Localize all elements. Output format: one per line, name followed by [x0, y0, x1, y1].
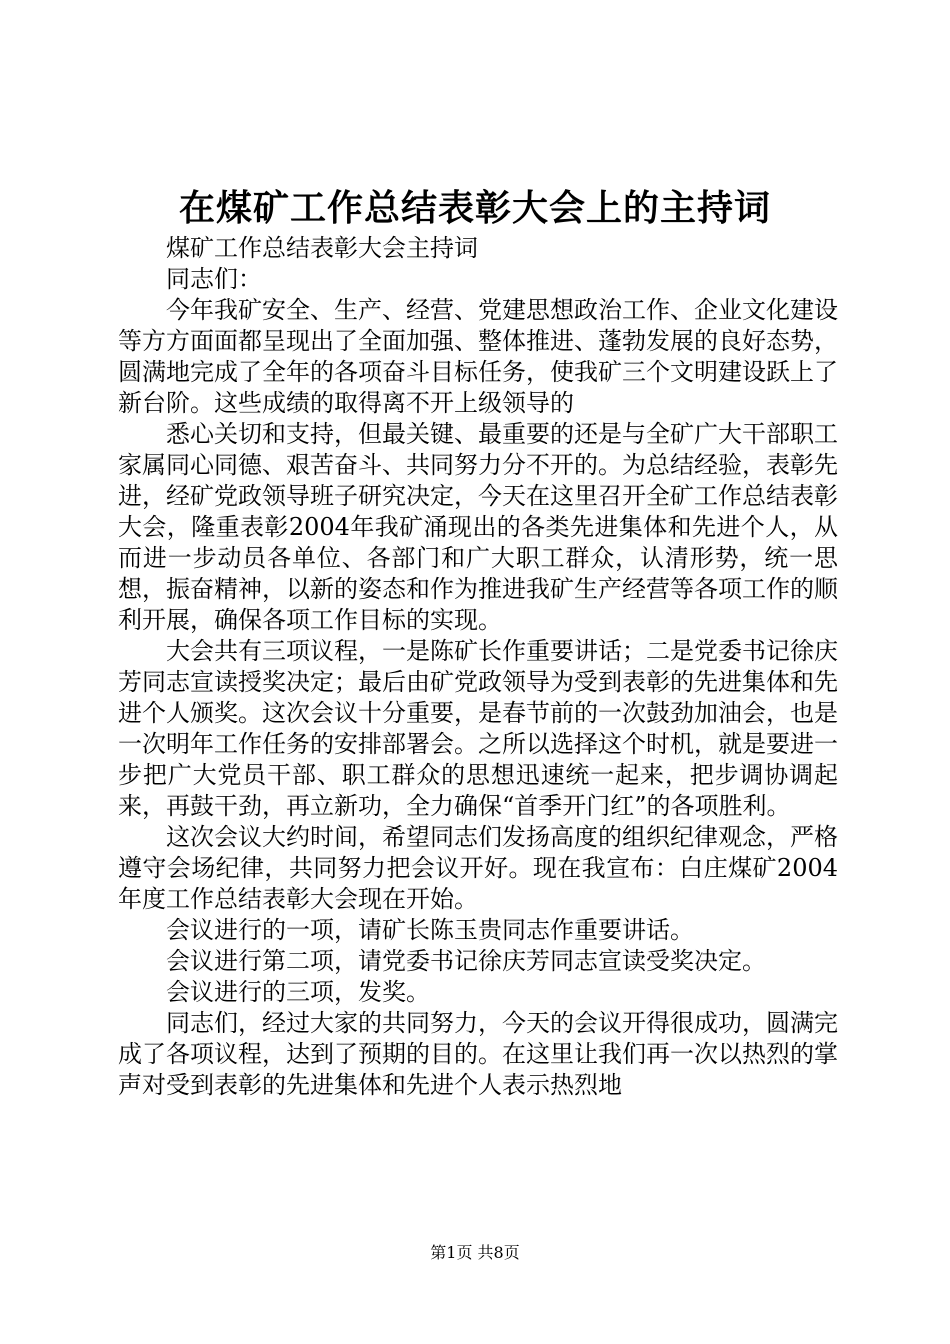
- document-body: [118, 233, 838, 1101]
- paragraph-salutation: 同志们：: [166, 265, 262, 293]
- document-title: 在煤矿工作总结表彰大会上的主持词: [178, 187, 771, 229]
- paragraph-achievements: 今年我矿安全、生产、经营、党建思想政治工作、企业文化建设等方方面面都呈现出了全面加强、整体推进、蓬勃发展的良好态势，圆满地完成了全年的各项奋斗目标任务，使我矿三个文明建设跃上了新台阶。这些成绩的取得离不开上级领导的: [118, 296, 838, 417]
- paragraph-agenda: 大会共有三项议程，一是陈矿长作重要讲话；二是党委书记徐庆芳同志宣读授奖决定；最后由矿党政领导为受到表彰的先进集体和先进个人颁奖。这次会议十分重要，是春节前的一次鼓劲加油会，也是一次明年工作任务的安排部署会。之所以选择这个时机，就是要进一步把广大党员干部、职工群众的思想迅速统一起来，把步调协调起来，再鼓干劲，再立新功，全力确保“首季开门红”的各项胜利。: [118, 637, 838, 820]
- page-footer: 第1页 共8页: [430, 1243, 520, 1262]
- paragraph-item-two: 会议进行第二项，请党委书记徐庆芳同志宣读受奖决定。: [166, 947, 766, 975]
- paragraph-item-one: 会议进行的一项，请矿长陈玉贵同志作重要讲话。: [166, 916, 694, 944]
- paragraph-item-three: 会议进行的三项，发奖。: [166, 978, 430, 1006]
- paragraph-closing: 同志们，经过大家的共同努力，今天的会议开得很成功，圆满完成了各项议程，达到了预期的目的。在这里让我们再一次以热烈的掌声对受到表彰的先进集体和先进个人表示热烈地: [118, 1009, 838, 1099]
- paragraph-subtitle: 煤矿工作总结表彰大会主持词: [166, 234, 478, 262]
- paragraph-opening: 这次会议大约时间，希望同志们发扬高度的组织纪律观念，严格遵守会场纪律，共同努力把会议开好。现在我宣布：白庄煤矿2004年度工作总结表彰大会现在开始。: [118, 823, 838, 913]
- paragraph-purpose: 悉心关切和支持，但最关键、最重要的还是与全矿广大干部职工家属同心同德、艰苦奋斗、共同努力分不开的。为总结经验，表彰先进，经矿党政领导班子研究决定，今天在这里召开全矿工作总结表彰大会，隆重表彰2004年我矿涌现出的各类先进集体和先进个人，从而进一步动员各单位、各部门和广大职工群众，认清形势，统一思想，振奋精神，以新的姿态和作为推进我矿生产经营等各项工作的顺利开展，确保各项工作目标的实现。: [118, 420, 838, 634]
